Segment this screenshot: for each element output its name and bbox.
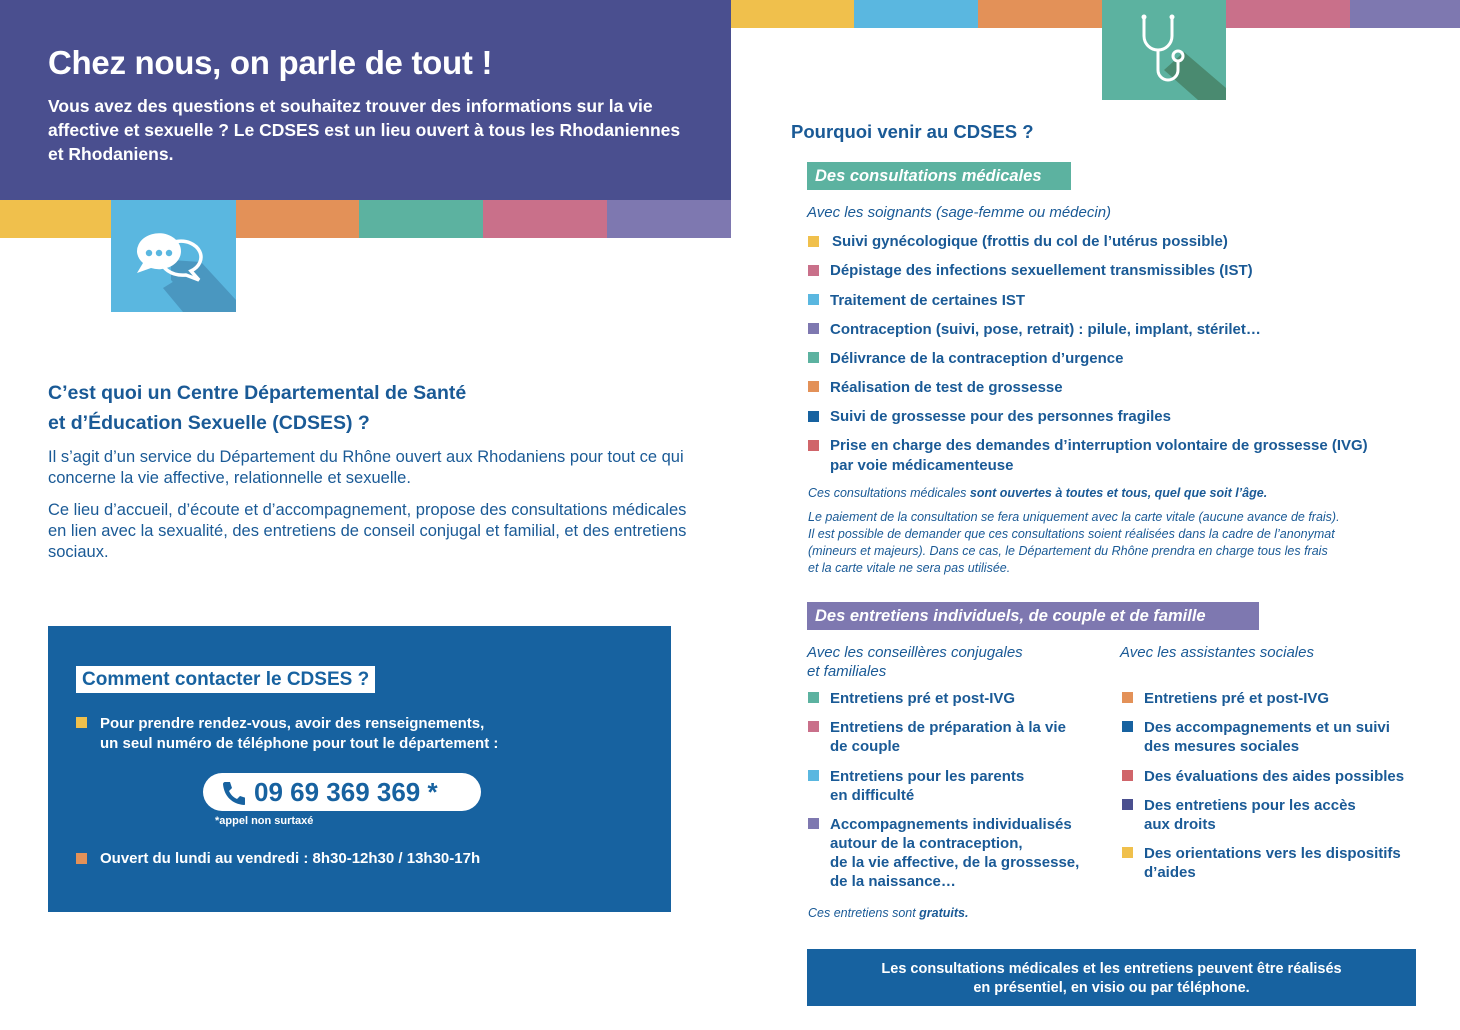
bottom-banner-line2: en présentiel, en visio ou par téléphone. xyxy=(973,980,1250,996)
list-item: Des accompagnements et un suivi xyxy=(1144,719,1390,736)
bullet-square xyxy=(808,265,819,276)
bullet-square xyxy=(1122,721,1133,732)
bullet-square xyxy=(808,352,819,363)
speech-bubbles-icon xyxy=(111,200,236,312)
bullet-square xyxy=(1122,770,1133,781)
medical-note-2-line: et la carte vitale ne sera pas utilisée. xyxy=(808,561,1011,575)
bullet-square xyxy=(1122,847,1133,858)
list-item: Accompagnements individualisés xyxy=(830,816,1072,833)
color-strip-segment xyxy=(483,200,607,238)
list-item: Prise en charge des demandes d’interruption volontaire de grossesse (IVG) xyxy=(830,437,1368,454)
medical-tag: Des consultations médicales xyxy=(807,162,1071,190)
color-strip-segment xyxy=(731,0,854,28)
contact-line-2: un seul numéro de téléphone pour tout le département : xyxy=(100,735,499,752)
section-paragraph-2: Ce lieu d’accueil, d’écoute et d’accompagnement, propose des consultations médicales en lien avec la sexualité, des entretiens de conseil conjugal et familial, et des entretiens sociaux. xyxy=(48,501,687,561)
medical-note-1-plain: Ces consultations médicales xyxy=(808,486,970,500)
phone-icon xyxy=(219,780,245,811)
bullet-square xyxy=(808,770,819,781)
list-item-continued: de couple xyxy=(830,738,901,755)
medical-note-1 xyxy=(808,485,1267,501)
list-item: Des orientations vers les dispositifs xyxy=(1144,845,1401,862)
section-paragraph-1: Il s’agit d’un service du Département du Rhône ouvert aux Rhodaniens pour tout ce qui concerne la vie affective, relationnelle et sexuelle. xyxy=(48,448,684,487)
bottom-banner-line1: Les consultations médicales et les entretiens peuvent être réalisés xyxy=(881,961,1342,977)
bullet-square xyxy=(1122,692,1133,703)
color-strip-segment xyxy=(0,200,111,238)
color-strip-segment xyxy=(854,0,978,28)
section-title xyxy=(48,378,608,438)
stethoscope-icon xyxy=(1102,0,1226,100)
list-item-continued: de la naissance… xyxy=(830,873,956,890)
medical-note-2-line: (mineurs et majeurs). Dans ce cas, le Département du Rhône prendra en charge tous les frais xyxy=(808,544,1328,558)
list-item: Entretiens pré et post-IVG xyxy=(1144,690,1330,707)
list-item-continued: des mesures sociales xyxy=(1144,738,1300,755)
contact-title: Comment contacter le CDSES ? xyxy=(76,666,375,693)
list-item: Traitement de certaines IST xyxy=(830,292,1026,309)
interviews-tag: Des entretiens individuels, de couple et de famille xyxy=(807,602,1259,630)
bottom-banner xyxy=(807,949,1416,1006)
list-item: Des entretiens pour les accès xyxy=(1144,797,1356,814)
list-item: Réalisation de test de grossesse xyxy=(830,379,1063,396)
interviews-note-bold: gratuits. xyxy=(919,906,969,920)
medical-note-2-line: Le paiement de la consultation se fera uniquement avec la carte vitale (aucune avance de frais). xyxy=(808,510,1340,524)
contact-line-1: Pour prendre rendez-vous, avoir des renseignements, xyxy=(100,715,485,732)
list-item: Délivrance de la contraception d’urgence xyxy=(830,350,1124,367)
color-strip-segment xyxy=(236,200,359,238)
interviews-col1-title-line1: Avec les conseillères conjugales xyxy=(807,644,1023,661)
interviews-col1-title-line2: et familiales xyxy=(807,663,887,680)
list-item: Contraception (suivi, pose, retrait) : pilule, implant, stérilet… xyxy=(830,321,1261,338)
interviews-col2-title: Avec les assistantes sociales xyxy=(1120,644,1314,661)
bullet-square xyxy=(808,721,819,732)
interviews-note-plain: Ces entretiens sont xyxy=(808,906,920,920)
bullet-square xyxy=(808,236,819,247)
bullet-square xyxy=(76,853,87,864)
medical-subtitle: Avec les soignants (sage-femme ou médecin) xyxy=(807,204,1112,221)
list-item-continued: par voie médicamenteuse xyxy=(830,457,1014,474)
bullet-square xyxy=(808,818,819,829)
medical-note-2-line: Il est possible de demander que ces consultations soient réalisées dans la cadre de l’anonymat xyxy=(808,527,1335,541)
color-strip-segment xyxy=(1350,0,1460,28)
bullet-square xyxy=(1122,799,1133,810)
phone-note: *appel non surtaxé xyxy=(215,815,314,827)
bullet-square xyxy=(808,381,819,392)
contact-hours: Ouvert du lundi au vendredi : 8h30-12h30 / 13h30-17h xyxy=(100,850,481,867)
list-item: Dépistage des infections sexuellement transmissibles (IST) xyxy=(830,262,1253,279)
bullet-square xyxy=(808,411,819,422)
list-item-continued: de la vie affective, de la grossesse, xyxy=(830,854,1080,871)
interviews-note xyxy=(808,905,968,921)
color-strip-segment xyxy=(607,200,731,238)
bullet-square xyxy=(808,294,819,305)
list-item: Entretiens pré et post-IVG xyxy=(830,690,1016,707)
phone-number[interactable]: 09 69 369 369 * xyxy=(254,777,438,807)
medical-note-1-bold: sont ouvertes à toutes et tous, quel que soit l’âge. xyxy=(969,486,1268,500)
hero-title: Chez nous, on parle de tout ! xyxy=(48,44,493,81)
bullet-square xyxy=(808,692,819,703)
list-item-continued: aux droits xyxy=(1144,816,1216,833)
color-strip-segment xyxy=(978,0,1102,28)
bullet-square xyxy=(808,323,819,334)
color-strip-segment xyxy=(1226,0,1350,28)
color-strip-segment xyxy=(359,200,483,238)
right-title: Pourquoi venir au CDSES ? xyxy=(791,121,1034,142)
list-item-continued: autour de la contraception, xyxy=(830,835,1023,852)
section-title-line2: et d’Éducation Sexuelle (CDSES) ? xyxy=(48,412,370,434)
list-item-continued: d’aides xyxy=(1144,864,1196,881)
list-item: Suivi de grossesse pour des personnes fragiles xyxy=(830,408,1171,425)
bullet-square xyxy=(76,717,87,728)
section-title-line1: C’est quoi un Centre Départemental de Santé xyxy=(48,382,467,404)
list-item: Entretiens pour les parents xyxy=(830,768,1025,785)
list-item: Des évaluations des aides possibles xyxy=(1144,768,1405,785)
hero-text: Vous avez des questions et souhaitez trouver des informations sur la vie affective et sexuelle ? Le CDSES est un lieu ouvert à tous les Rhodaniennes et Rhodaniens. xyxy=(48,96,681,164)
list-item-continued: en difficulté xyxy=(830,787,915,804)
bullet-square xyxy=(808,440,819,451)
list-item: Entretiens de préparation à la vie xyxy=(830,719,1066,736)
list-item: Suivi gynécologique (frottis du col de l’utérus possible) xyxy=(832,233,1228,250)
